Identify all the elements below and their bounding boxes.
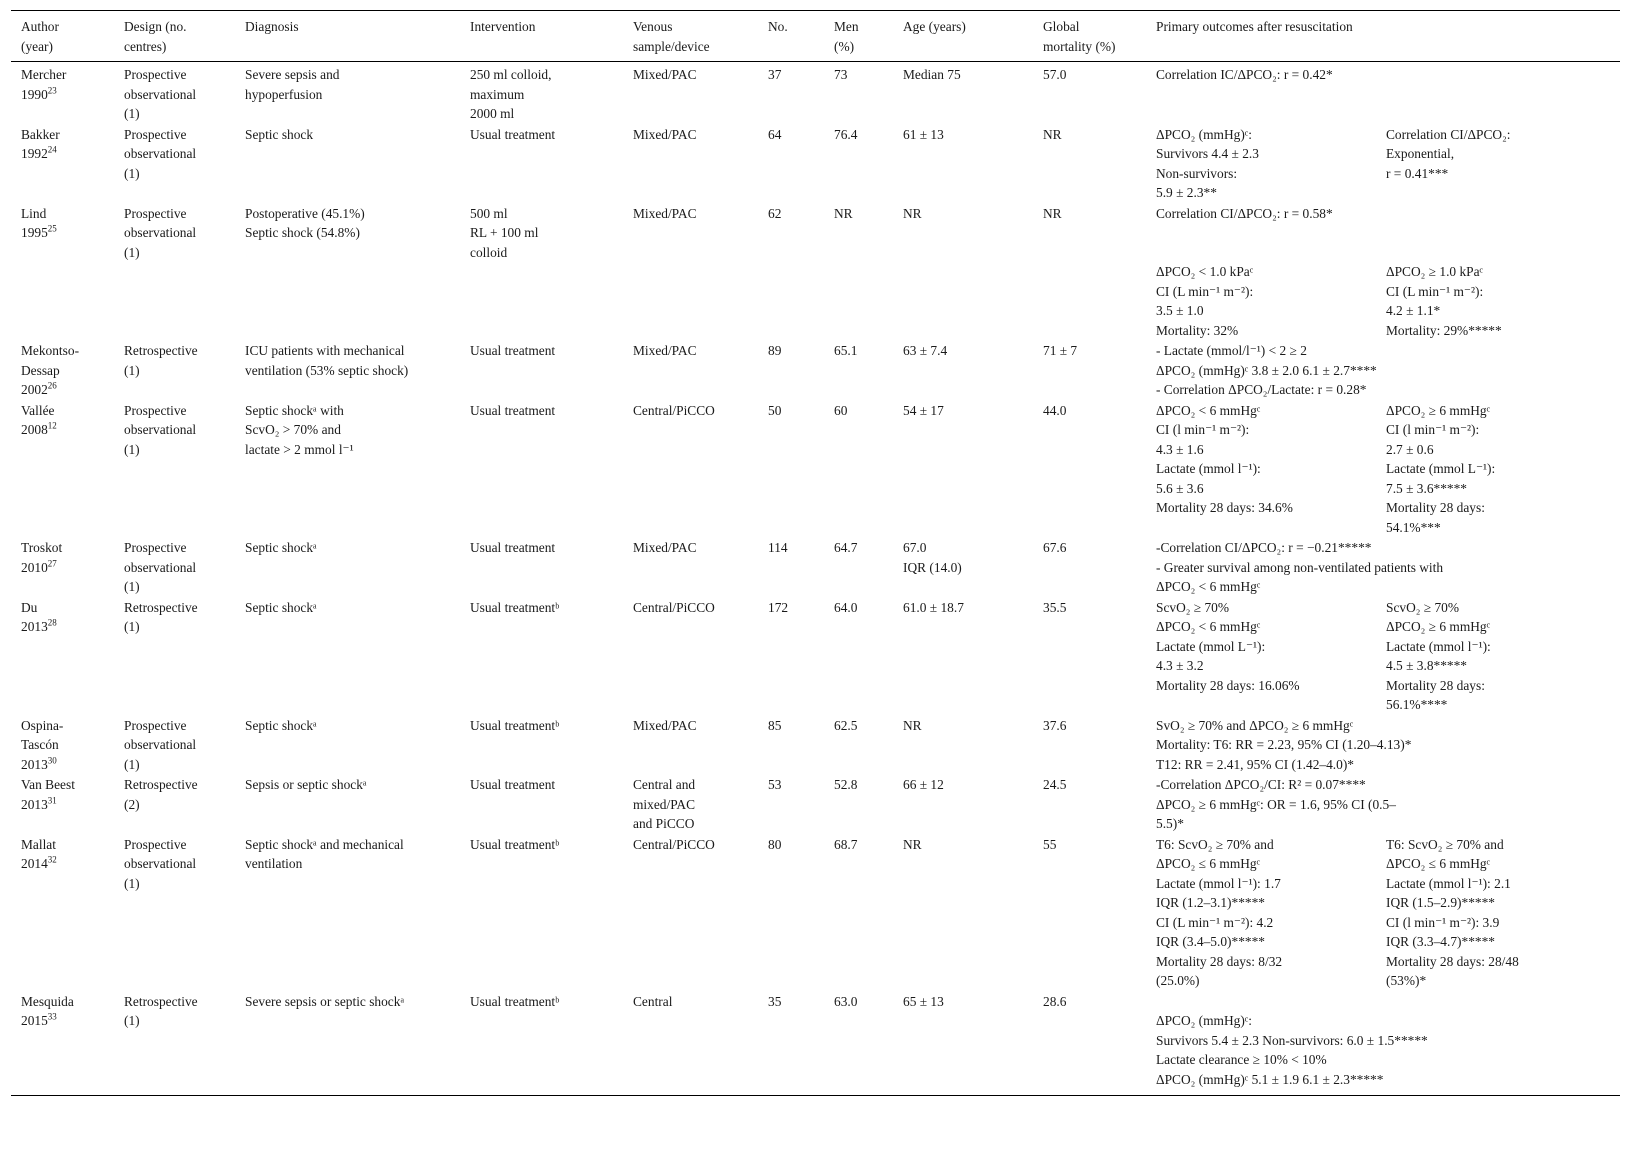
cell-design-text: Prospective observational (1) — [124, 540, 197, 594]
cell-mortality — [1033, 124, 1146, 203]
cell-author-text: Mekontso- Dessap 2002 — [21, 343, 80, 397]
table-row — [11, 124, 1620, 203]
cell-age — [893, 340, 1033, 400]
cell-diagnosis-text: Sepsis or septic shockᵃ — [245, 777, 367, 792]
cell-number-text: 172 — [768, 599, 789, 615]
reference-number: 27 — [47, 558, 57, 569]
cell-number-text: 114 — [768, 540, 788, 555]
outcomes-right: ScvO₂ ≥ 70% ΔPCO₂ ≥ 6 mmHgᶜ Lactate (mmol l⁻¹): 4.5 ± 3.8***** Mortality 28 days: 56.1%**** — [1386, 599, 1491, 712]
cell-age-text: NR — [903, 836, 922, 852]
cell-men — [824, 715, 893, 775]
cell-venous-text: Mixed/PAC — [633, 126, 697, 142]
cell-design — [114, 124, 235, 203]
cell-men — [824, 597, 893, 715]
cell-author — [11, 537, 114, 597]
reference-number: 32 — [47, 854, 57, 865]
cell-age — [893, 537, 1033, 597]
cell-number — [758, 537, 824, 597]
cell-design-text: Prospective observational (1) — [124, 205, 197, 260]
cell-men-text: 76.4 — [834, 126, 858, 142]
cell-venous — [623, 774, 758, 834]
cell-age-text: Median 75 — [903, 67, 961, 82]
cell-men-text: 63.0 — [834, 993, 858, 1009]
cell-author-text: Du 2013 — [21, 599, 48, 634]
cell-mortality — [1033, 537, 1146, 597]
cell-men — [824, 400, 893, 538]
outcomes-right: Correlation CI/ΔPCO₂: Exponential, r = 0.41*** — [1386, 126, 1511, 181]
cell-outcomes — [1146, 537, 1620, 597]
cell-mortality-text: 37.6 — [1043, 717, 1067, 733]
cell-intervention-text: 500 ml RL + 100 ml colloid — [470, 205, 539, 260]
cell-diagnosis — [235, 340, 460, 400]
cell-design — [114, 340, 235, 400]
cell-mortality-text: 57.0 — [1043, 67, 1067, 82]
cell-author-text: Lind 1995 — [21, 205, 48, 240]
cell-venous — [623, 715, 758, 775]
header-age: Age (years) — [893, 11, 1033, 62]
cell-number — [758, 400, 824, 538]
cell-men-text: 65.1 — [834, 343, 858, 358]
cell-design — [114, 203, 235, 341]
cell-author-text: Bakker 1992 — [21, 126, 60, 161]
cell-men-text: 52.8 — [834, 777, 858, 792]
cell-outcomes — [1146, 991, 1620, 1096]
cell-mortality-text: NR — [1043, 205, 1062, 221]
cell-venous — [623, 62, 758, 124]
cell-number — [758, 62, 824, 124]
header-row — [11, 11, 1620, 62]
outcomes-left: ScvO₂ ≥ 70% ΔPCO₂ < 6 mmHgᶜ Lactate (mmol L⁻¹): 4.3 ± 3.2 Mortality 28 days: 16.06% — [1156, 599, 1300, 693]
cell-author — [11, 597, 114, 715]
cell-intervention-text: Usual treatmentᵇ — [470, 993, 560, 1009]
cell-venous-text: Mixed/PAC — [633, 67, 697, 82]
cell-mortality — [1033, 774, 1146, 834]
cell-age — [893, 597, 1033, 715]
table-row — [11, 774, 1620, 834]
cell-diagnosis — [235, 774, 460, 834]
cell-age-text: 66 ± 12 — [903, 777, 944, 792]
cell-diagnosis — [235, 991, 460, 1096]
cell-age-text: 61 ± 13 — [903, 126, 944, 142]
cell-age-text: 63 ± 7.4 — [903, 343, 948, 358]
header-outcomes: Primary outcomes after resuscitation — [1146, 11, 1620, 62]
cell-outcomes — [1146, 203, 1620, 341]
cell-intervention — [460, 203, 623, 341]
cell-men — [824, 340, 893, 400]
cell-diagnosis — [235, 537, 460, 597]
cell-number-text: 53 — [768, 777, 782, 792]
cell-diagnosis-text: Septic shockᵃ — [245, 599, 317, 615]
reference-number: 12 — [47, 420, 57, 431]
cell-age — [893, 62, 1033, 124]
outcomes-right: ΔPCO₂ ≥ 6 mmHgᶜ CI (l min⁻¹ m⁻²): 2.7 ± 0.6 Lactate (mmol L⁻¹): 7.5 ± 3.6***** Mortality 28 days: 54.1%*** — [1386, 402, 1496, 535]
cell-outcomes — [1146, 834, 1620, 991]
cell-mortality — [1033, 715, 1146, 775]
cell-venous-text: Mixed/PAC — [633, 540, 697, 555]
cell-intervention — [460, 991, 623, 1096]
cell-mortality — [1033, 62, 1146, 124]
cell-intervention-text: Usual treatmentᵇ — [470, 717, 560, 733]
cell-number-text: 85 — [768, 717, 782, 733]
cell-number-text: 37 — [768, 67, 782, 82]
cell-author — [11, 774, 114, 834]
cell-mortality — [1033, 203, 1146, 341]
header-number: No. — [758, 11, 824, 62]
cell-diagnosis — [235, 715, 460, 775]
table-row — [11, 597, 1620, 715]
cell-venous — [623, 340, 758, 400]
cell-men-text: 73 — [834, 67, 848, 82]
reference-number: 24 — [47, 144, 57, 155]
cell-venous — [623, 597, 758, 715]
outcomes-left: ΔPCO₂ < 6 mmHgᶜ CI (l min⁻¹ m⁻²): 4.3 ± 1.6 Lactate (mmol l⁻¹): 5.6 ± 3.6 Mortality 28 days: 34.6% — [1156, 402, 1293, 515]
table-row — [11, 203, 1620, 341]
cell-diagnosis-text: Severe sepsis or septic shockᵃ — [245, 993, 405, 1009]
cell-author — [11, 203, 114, 341]
cell-mortality-text: 55 — [1043, 836, 1057, 852]
cell-author — [11, 124, 114, 203]
cell-age-text: 65 ± 13 — [903, 993, 944, 1009]
outcomes-left: - Lactate (mmol/l⁻¹) < 2 ≥ 2 ΔPCO₂ (mmHg)ᶜ 3.8 ± 2.0 6.1 ± 2.7**** - Correlation ΔPCO₂/Lactate: r = 0.28* — [1156, 343, 1377, 397]
cell-men — [824, 203, 893, 341]
cell-venous — [623, 537, 758, 597]
reference-number: 31 — [47, 795, 57, 806]
cell-mortality — [1033, 400, 1146, 538]
cell-intervention-text: Usual treatment — [470, 777, 556, 792]
cell-author-text: Mallat 2014 — [21, 836, 56, 871]
cell-design — [114, 537, 235, 597]
cell-outcomes — [1146, 62, 1620, 124]
cell-men — [824, 991, 893, 1096]
cell-design — [114, 774, 235, 834]
cell-mortality — [1033, 597, 1146, 715]
cell-design — [114, 62, 235, 124]
cell-venous — [623, 400, 758, 538]
cell-age-text: NR — [903, 717, 922, 733]
cell-author — [11, 400, 114, 538]
cell-mortality-text: 71 ± 7 — [1043, 343, 1078, 358]
outcomes-left: -Correlation ΔPCO₂/CI: R² = 0.07**** ΔPCO₂ ≥ 6 mmHgᶜ: OR = 1.6, 95% CI (0.5– 5.5)* — [1156, 777, 1396, 831]
cell-outcomes — [1146, 715, 1620, 775]
cell-design-text: Retrospective (1) — [124, 599, 198, 634]
cell-age — [893, 991, 1033, 1096]
cell-design-text: Prospective observational (1) — [124, 717, 197, 772]
cell-design-text: Prospective observational (1) — [124, 126, 197, 181]
cell-author-text: Vallée 2008 — [21, 402, 55, 437]
header-author: Author (year) — [11, 11, 114, 62]
cell-mortality-text: 35.5 — [1043, 599, 1067, 615]
reference-number: 23 — [47, 85, 57, 96]
outcomes-left: SvO₂ ≥ 70% and ΔPCO₂ ≥ 6 mmHgᶜ Mortality: T6: RR = 2.23, 95% CI (1.20–4.13)* T12: RR = 2.41, 95% CI (1.42–4.0)* — [1156, 717, 1412, 772]
cell-venous-text: Central — [633, 993, 673, 1009]
cell-mortality — [1033, 834, 1146, 991]
cell-number — [758, 124, 824, 203]
cell-author-text: Van Beest 2013 — [21, 777, 75, 812]
reference-number: 25 — [47, 223, 57, 234]
outcomes-left: ΔPCO₂ (mmHg)ᶜ: Survivors 4.4 ± 2.3 Non-survivors: 5.9 ± 2.3** — [1156, 126, 1259, 200]
cell-venous — [623, 124, 758, 203]
cell-venous-text: Central/PiCCO — [633, 836, 715, 852]
cell-men-text: 64.7 — [834, 540, 858, 555]
cell-diagnosis-text: Septic shockᵃ — [245, 717, 317, 733]
cell-outcomes — [1146, 774, 1620, 834]
cell-diagnosis-text: Septic shockᵃ — [245, 540, 317, 555]
reference-number: 26 — [47, 380, 57, 391]
cell-outcomes — [1146, 400, 1620, 538]
cell-men-text: NR — [834, 205, 853, 221]
cell-diagnosis — [235, 62, 460, 124]
cell-age — [893, 834, 1033, 991]
table-row — [11, 62, 1620, 124]
cell-design — [114, 715, 235, 775]
cell-diagnosis-text: Septic shockᵃ with ScvO₂ > 70% and lactate > 2 mmol l⁻¹ — [245, 402, 354, 457]
cell-design — [114, 597, 235, 715]
cell-age — [893, 203, 1033, 341]
table-row — [11, 834, 1620, 991]
table-row — [11, 340, 1620, 400]
cell-intervention — [460, 715, 623, 775]
cell-design-text: Retrospective (2) — [124, 777, 198, 812]
cell-intervention — [460, 340, 623, 400]
cell-author — [11, 340, 114, 400]
header-intervention: Intervention — [460, 11, 623, 62]
cell-diagnosis-text: ICU patients with mechanical ventilation (53% septic shock) — [245, 343, 409, 378]
cell-age — [893, 400, 1033, 538]
cell-mortality-text: 28.6 — [1043, 993, 1067, 1009]
outcomes-right: T6: ScvO₂ ≥ 70% and ΔPCO₂ ≤ 6 mmHgᶜ Lactate (mmol l⁻¹): 2.1 IQR (1.5–2.9)***** CI (l min⁻¹ m⁻²): 3.9 IQR (3.3–4.7)***** Mortality 28 days: 28/48 (53%)* — [1386, 836, 1519, 988]
cell-venous-text: Central and mixed/PAC and PiCCO — [633, 777, 696, 831]
cell-men — [824, 124, 893, 203]
cell-men-text: 64.0 — [834, 599, 858, 615]
cell-number-text: 62 — [768, 205, 782, 221]
cell-intervention-text: Usual treatment — [470, 540, 556, 555]
cell-intervention — [460, 834, 623, 991]
cell-diagnosis-text: Septic shockᵃ and mechanical ventilation — [245, 836, 404, 871]
cell-intervention — [460, 124, 623, 203]
table-row — [11, 400, 1620, 538]
cell-number — [758, 597, 824, 715]
cell-intervention-text: Usual treatment — [470, 402, 556, 418]
cell-diagnosis-text: Septic shock — [245, 126, 314, 142]
reference-number: 33 — [47, 1011, 57, 1022]
cell-outcomes — [1146, 124, 1620, 203]
cell-diagnosis — [235, 834, 460, 991]
cell-diagnosis — [235, 597, 460, 715]
outcomes-right: ΔPCO₂ ≥ 1.0 kPaᶜ CI (L min⁻¹ m⁻²): 4.2 ± 1.1* Mortality: 29%***** — [1386, 264, 1502, 338]
cell-men — [824, 62, 893, 124]
cell-number — [758, 774, 824, 834]
cell-design — [114, 834, 235, 991]
table-row — [11, 991, 1620, 1096]
cell-men — [824, 834, 893, 991]
cell-venous-text: Mixed/PAC — [633, 717, 697, 733]
cell-men-text: 62.5 — [834, 717, 858, 733]
cell-intervention-text: Usual treatment — [470, 126, 556, 142]
cell-number-text: 64 — [768, 126, 782, 142]
cell-men — [824, 774, 893, 834]
cell-design-text: Prospective observational (1) — [124, 402, 197, 457]
table-row — [11, 537, 1620, 597]
header-men: Men (%) — [824, 11, 893, 62]
cell-venous-text: Central/PiCCO — [633, 599, 715, 615]
cell-venous — [623, 991, 758, 1096]
header-mortality: Global mortality (%) — [1033, 11, 1146, 62]
cell-author-text: Mercher 1990 — [21, 67, 67, 102]
reference-number: 28 — [47, 617, 57, 628]
cell-mortality-text: NR — [1043, 126, 1062, 142]
cell-design-text: Prospective observational (1) — [124, 67, 197, 121]
cell-diagnosis — [235, 203, 460, 341]
cell-intervention-text: 250 ml colloid, maximum 2000 ml — [470, 67, 552, 121]
outcomes-left: -Correlation CI/ΔPCO₂: r = −0.21***** - Greater survival among non-ventilated patients with ΔPCO₂ < 6 mmHgᶜ — [1156, 540, 1444, 594]
cell-number — [758, 991, 824, 1096]
cell-outcomes — [1146, 597, 1620, 715]
cell-age-text: 61.0 ± 18.7 — [903, 599, 964, 615]
cell-outcomes — [1146, 340, 1620, 400]
cell-author — [11, 834, 114, 991]
table-row — [11, 715, 1620, 775]
cell-design — [114, 400, 235, 538]
cell-author — [11, 715, 114, 775]
header-diagnosis: Diagnosis — [235, 11, 460, 62]
cell-diagnosis — [235, 400, 460, 538]
cell-age — [893, 774, 1033, 834]
cell-age-text: 54 ± 17 — [903, 402, 944, 418]
cell-venous — [623, 834, 758, 991]
reference-number: 30 — [47, 755, 57, 766]
cell-diagnosis-text: Severe sepsis and hypoperfusion — [245, 67, 340, 102]
outcomes-left: Correlation IC/ΔPCO₂: r = 0.42* — [1156, 67, 1333, 82]
cell-men-text: 60 — [834, 402, 848, 418]
table-body — [11, 62, 1620, 1096]
cell-diagnosis — [235, 124, 460, 203]
cell-intervention — [460, 62, 623, 124]
cell-author-text: Troskot 2010 — [21, 540, 63, 575]
cell-author — [11, 62, 114, 124]
cell-author — [11, 991, 114, 1096]
cell-men — [824, 537, 893, 597]
cell-design-text: Retrospective (1) — [124, 993, 198, 1028]
cell-intervention-text: Usual treatment — [470, 343, 556, 358]
outcomes-left: T6: ScvO₂ ≥ 70% and ΔPCO₂ ≤ 6 mmHgᶜ Lactate (mmol l⁻¹): 1.7 IQR (1.2–3.1)***** CI (L min⁻¹ m⁻²): 4.2 IQR (3.4–5.0)***** Mortality 28 days: 8/32 (25.0%) — [1156, 836, 1283, 988]
cell-age-text: NR — [903, 205, 922, 221]
cell-design-text: Retrospective (1) — [124, 343, 198, 378]
cell-mortality-text: 67.6 — [1043, 540, 1067, 555]
cell-number — [758, 203, 824, 341]
cell-intervention — [460, 597, 623, 715]
cell-design — [114, 991, 235, 1096]
cell-men-text: 68.7 — [834, 836, 858, 852]
header-design: Design (no. centres) — [114, 11, 235, 62]
cell-age — [893, 715, 1033, 775]
cell-diagnosis-text: Postoperative (45.1%) Septic shock (54.8%) — [245, 205, 365, 240]
cell-venous-text: Central/PiCCO — [633, 402, 715, 418]
cell-age-text: 67.0 IQR (14.0) — [903, 540, 962, 575]
cell-number — [758, 834, 824, 991]
cell-author-text: Mesquida 2015 — [21, 993, 74, 1028]
cell-number-text: 35 — [768, 993, 782, 1009]
outcomes-left: ΔPCO₂ (mmHg)ᶜ: Survivors 5.4 ± 2.3 Non-survivors: 6.0 ± 1.5***** Lactate clearance ≥ 10% < 10% ΔPCO₂ (mmHg)ᶜ 5.1 ± 1.9 6.1 ± 2.3***** — [1156, 1013, 1428, 1087]
cell-number-text: 50 — [768, 402, 782, 418]
cell-intervention — [460, 537, 623, 597]
cell-mortality — [1033, 991, 1146, 1096]
outcomes-left: Correlation CI/ΔPCO₂: r = 0.58* ΔPCO₂ < 1.0 kPaᶜ CI (L min⁻¹ m⁻²): 3.5 ± 1.0 Mortality: 32% — [1156, 205, 1333, 338]
cell-mortality-text: 44.0 — [1043, 402, 1067, 418]
header-venous: Venous sample/device — [623, 11, 758, 62]
cell-mortality-text: 24.5 — [1043, 777, 1067, 792]
cell-venous — [623, 203, 758, 341]
cell-number-text: 89 — [768, 343, 782, 358]
cell-intervention — [460, 774, 623, 834]
cell-number — [758, 340, 824, 400]
cell-intervention — [460, 400, 623, 538]
studies-table — [11, 10, 1620, 1096]
cell-venous-text: Mixed/PAC — [633, 205, 697, 221]
cell-venous-text: Mixed/PAC — [633, 343, 697, 358]
cell-intervention-text: Usual treatmentᵇ — [470, 599, 560, 615]
cell-number-text: 80 — [768, 836, 782, 852]
cell-design-text: Prospective observational (1) — [124, 836, 197, 891]
cell-intervention-text: Usual treatmentᵇ — [470, 836, 560, 852]
cell-author-text: Ospina- Tascón 2013 — [21, 717, 64, 772]
cell-age — [893, 124, 1033, 203]
cell-number — [758, 715, 824, 775]
cell-mortality — [1033, 340, 1146, 400]
